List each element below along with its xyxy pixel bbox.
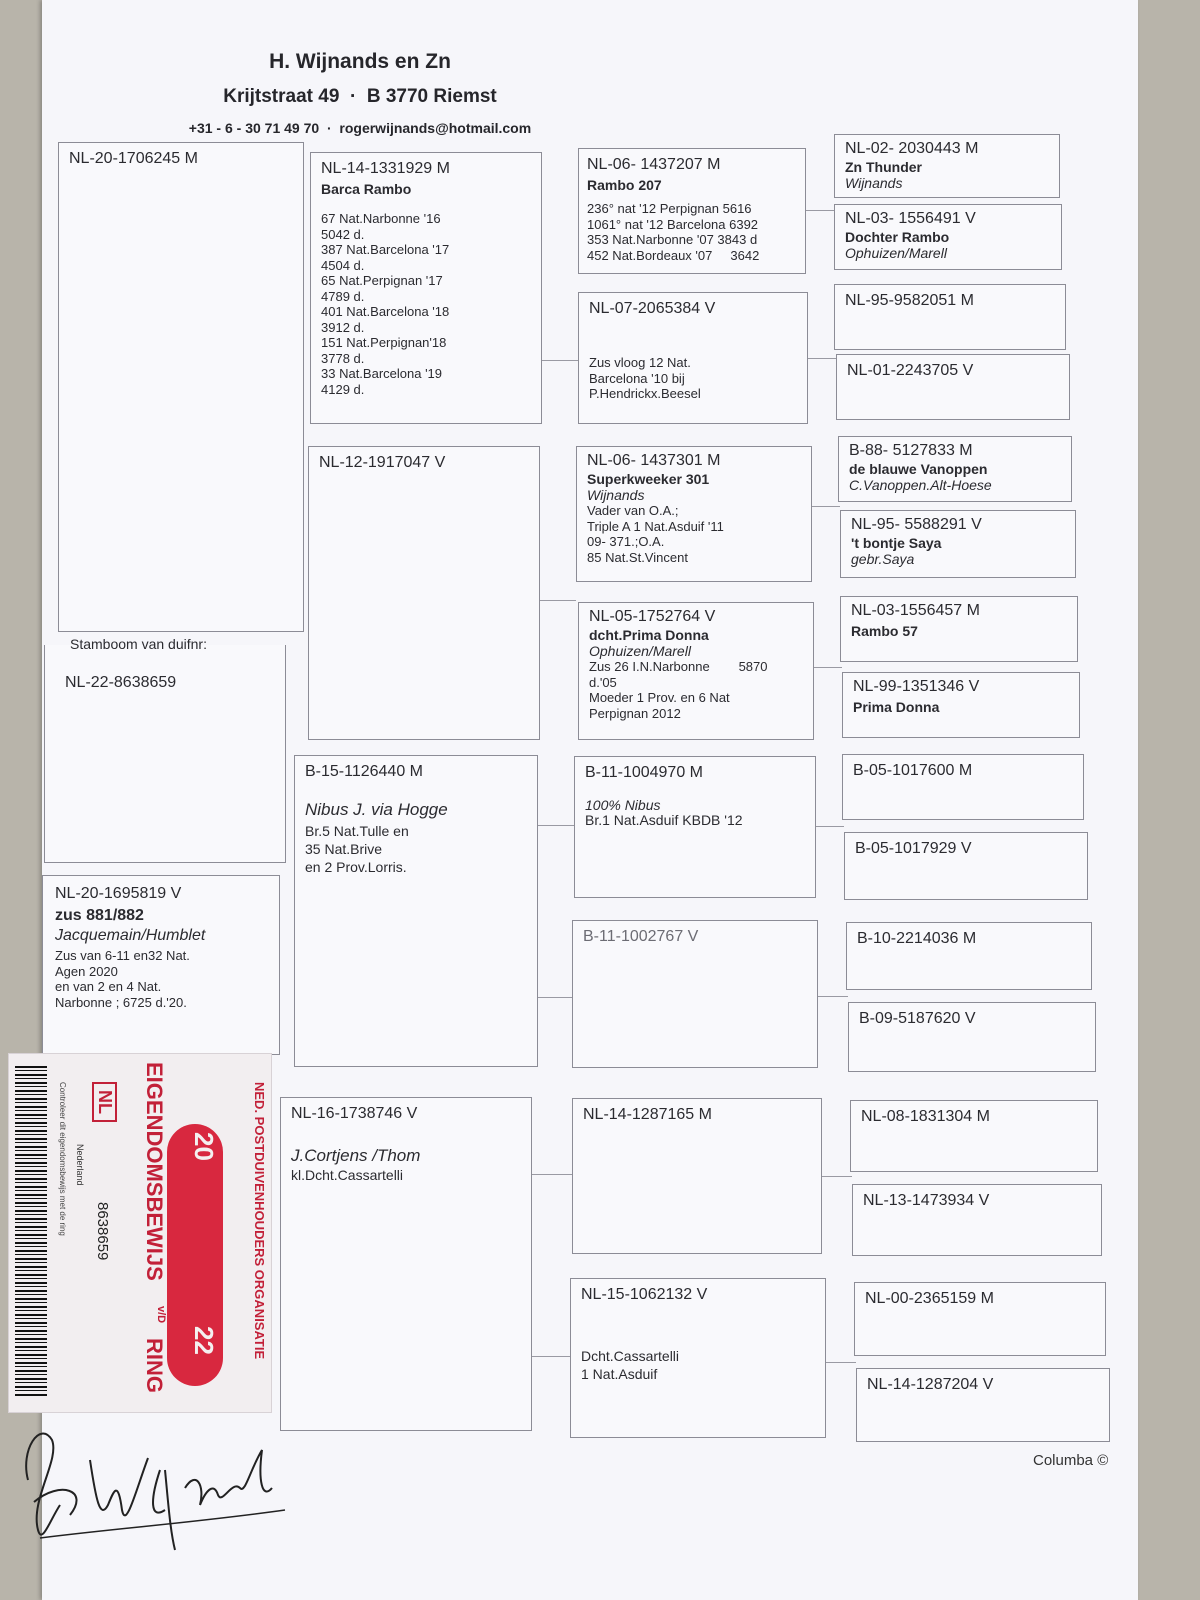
gen3-box	[572, 920, 818, 1068]
gen4-box	[844, 832, 1088, 900]
dam-ring: NL-20-1695819 V	[55, 885, 182, 902]
gen4-ring: NL-08-1831304 M	[861, 1108, 990, 1125]
dam-info-line: Agen 2020	[55, 963, 118, 979]
dam-box	[42, 875, 280, 1055]
gen4-name: Zn Thunder	[845, 159, 922, 175]
gen4-box	[848, 1002, 1096, 1072]
gen3-box	[570, 1278, 826, 1438]
gen3-info-line: 1 Nat.Asduif	[581, 1366, 658, 1382]
connector-line	[808, 358, 836, 359]
gen3-info-line: Br.1 Nat.Asduif KBDB '12	[585, 812, 743, 828]
gen2-info-line: 35 Nat.Brive	[305, 841, 383, 857]
gen3-name: Rambo 207	[587, 177, 662, 193]
gen2-info-line: 151 Nat.Perpignan'18	[321, 335, 447, 350]
gen4-box	[834, 134, 1060, 198]
gen4-name: de blauwe Vanoppen	[849, 461, 988, 477]
gen3-info-line: 85 Nat.St.Vincent	[587, 549, 688, 565]
gen4-ring: NL-01-2243705 V	[847, 362, 974, 379]
connector-line	[812, 506, 840, 507]
gen4-ring: B-05-1017600 M	[853, 762, 973, 779]
gen4-box	[836, 354, 1070, 420]
connector-line	[538, 825, 574, 826]
gen4-name: Prima Donna	[853, 699, 940, 715]
gen3-info-line: Zus vloog 12 Nat.	[589, 355, 691, 370]
connector-line	[806, 210, 834, 211]
gen2-ring: NL-12-1917047 V	[319, 454, 446, 471]
gen2-box	[280, 1097, 532, 1431]
gen4-box	[850, 1100, 1098, 1172]
gen3-box	[572, 1098, 822, 1254]
pedigree-ring: NL-22-8638659	[65, 674, 177, 691]
dam-info-line: Zus van 6-11 en32 Nat.	[55, 948, 190, 963]
gen4-ring: B-05-1017929 V	[855, 840, 972, 857]
gen4-box	[842, 672, 1080, 738]
gen4-ring: B-88- 5127833 M	[849, 442, 973, 459]
connector-line	[538, 997, 572, 998]
dam-info-line: en van 2 en 4 Nat.	[55, 979, 162, 994]
gen3-info-line: d.'05	[589, 674, 617, 690]
gen3-info-line: 236° nat '12 Perpignan 5616	[587, 201, 752, 216]
dam-info-line: Narbonne ; 6725 d.'20.	[55, 994, 187, 1010]
connector-line	[822, 1176, 852, 1177]
gen4-box	[840, 510, 1076, 578]
gen4-ring: NL-95- 5588291 V	[851, 516, 982, 533]
gen3-info-line: Moeder 1 Prov. en 6 Nat	[589, 690, 730, 705]
signature	[0, 1410, 300, 1560]
gen3-info-line: Vader van O.A.;	[587, 503, 679, 518]
gen2-info-line: 67 Nat.Narbonne '16	[321, 211, 441, 226]
gen2-info-line: 3912 d.	[321, 319, 365, 335]
ownership-card	[8, 1053, 272, 1413]
card-org: NED. POSTDUIVENHOUDERS ORGANISATIE	[252, 1082, 267, 1360]
gen2-box	[308, 446, 540, 740]
dam-breeder: Jacquemain/Humblet	[55, 927, 206, 944]
gen4-box	[854, 1282, 1106, 1356]
gen4-ring: NL-00-2365159 M	[865, 1290, 994, 1307]
card-check-text: Controleer dit eigendomsbewijs met de ring	[58, 1082, 67, 1236]
connector-line	[818, 996, 848, 997]
gen4-box	[852, 1184, 1102, 1256]
gen4-name: 't bontje Saya	[851, 535, 942, 551]
gen3-box	[574, 756, 816, 898]
gen4-ring: NL-99-1351346 V	[853, 678, 980, 695]
gen4-name: Dochter Rambo	[845, 229, 950, 245]
subject-box	[58, 142, 304, 632]
owner-address: Krijtstraat 49 · B 3770 Riemst	[223, 86, 497, 107]
connector-line	[540, 600, 576, 601]
owner-name: H. Wijnands en Zn	[269, 50, 451, 73]
gen4-ring: NL-03-1556457 M	[851, 602, 980, 619]
card-number: 8638659	[94, 1202, 111, 1261]
gen3-info-line: Zus 26 I.N.Narbonne 5870	[589, 659, 768, 674]
card-ring-word: RING	[142, 1338, 167, 1393]
connector-line	[814, 667, 842, 668]
gen4-box	[840, 596, 1078, 662]
gen2-info-line: 33 Nat.Barcelona '19	[321, 366, 443, 381]
gen4-ring: NL-02- 2030443 M	[845, 140, 979, 157]
gen3-box	[578, 148, 806, 274]
gen3-box	[578, 602, 814, 740]
gen4-box	[842, 754, 1084, 820]
gen3-info-line: Perpignan 2012	[589, 705, 681, 721]
subject-ring: NL-20-1706245 M	[69, 150, 198, 167]
gen2-info-line: 387 Nat.Barcelona '17	[321, 242, 450, 257]
card-year-a: 20	[189, 1132, 219, 1161]
pedigree-label: Stamboom van duifnr:	[70, 636, 207, 652]
gen2-breeder: Nibus J. via Hogge	[305, 800, 448, 819]
gen4-box	[856, 1368, 1110, 1442]
gen2-box	[294, 755, 538, 1067]
barcode	[15, 1066, 47, 1396]
gen3-breeder: Ophuizen/Marell	[589, 643, 691, 659]
gen4-box	[834, 204, 1062, 270]
gen2-box	[310, 152, 542, 424]
gen4-box	[834, 284, 1066, 350]
gen2-info-line: 4504 d.	[321, 257, 365, 273]
gen3-ring: NL-05-1752764 V	[589, 608, 716, 625]
gen4-ring: NL-14-1287204 V	[867, 1376, 994, 1393]
gen2-name: Barca Rambo	[321, 181, 412, 197]
gen3-ring: B-11-1004970 M	[585, 764, 703, 781]
gen2-info-line: Br.5 Nat.Tulle en	[305, 823, 409, 839]
dam-name: zus 881/882	[55, 907, 144, 924]
connector-line	[532, 1356, 570, 1357]
gen2-breeder: J.Cortjens /Thom	[291, 1146, 421, 1165]
gen4-ring: NL-03- 1556491 V	[845, 210, 976, 227]
gen2-ring: B-15-1126440 M	[305, 763, 423, 780]
gen3-info-line: P.Hendrickx.Beesel	[589, 386, 701, 401]
card-title: EIGENDOMSBEWIJS	[142, 1062, 167, 1281]
gen3-ring: NL-07-2065384 V	[589, 300, 716, 317]
gen2-ring: NL-16-1738746 V	[291, 1105, 418, 1122]
gen3-ring: B-11-1002767 V	[583, 928, 699, 945]
gen3-breeder: Wijnands	[587, 487, 645, 503]
gen2-info-line: 65 Nat.Perpignan '17	[321, 273, 443, 288]
gen3-info-line: Dcht.Cassartelli	[581, 1348, 680, 1364]
card-year-b: 22	[189, 1326, 219, 1355]
gen4-breeder: C.Vanoppen.Alt-Hoese	[849, 477, 992, 493]
card-nederland: Nederland	[75, 1144, 85, 1186]
gen3-name: dcht.Prima Donna	[589, 627, 709, 643]
gen2-info-line: kl.Dcht.Cassartelli	[291, 1167, 404, 1183]
gen2-ring: NL-14-1331929 M	[321, 160, 450, 177]
gen3-info-line: Triple A 1 Nat.Asduif '11	[587, 518, 724, 534]
gen3-ring: NL-06- 1437207 M	[587, 156, 721, 173]
gen3-ring: NL-14-1287165 M	[583, 1106, 712, 1123]
gen2-info-line: 4789 d.	[321, 288, 365, 304]
gen3-info-line: 353 Nat.Narbonne '07 3843 d	[587, 232, 758, 247]
gen4-name: Rambo 57	[851, 623, 918, 639]
gen2-info-line: en 2 Prov.Lorris.	[305, 859, 407, 875]
gen3-info-line: 1061° nat '12 Barcelona 6392	[587, 216, 759, 232]
connector-line	[826, 1362, 856, 1363]
gen3-name: Superkweeker 301	[587, 471, 710, 487]
card-vd: v/D	[155, 1306, 167, 1324]
owner-contact: +31 - 6 - 30 71 49 70 · rogerwijnands@hotmail.com	[188, 120, 532, 136]
gen3-box	[576, 446, 812, 582]
gen3-box	[578, 292, 808, 424]
connector-line	[542, 360, 578, 361]
gen4-breeder: Ophuizen/Marell	[845, 245, 947, 261]
gen2-info-line: 4129 d.	[321, 381, 365, 397]
gen3-ring: NL-15-1062132 V	[581, 1286, 708, 1303]
footer-brand: Columba ©	[1033, 1452, 1109, 1469]
gen3-breeder: 100% Nibus	[585, 797, 661, 813]
connector-line	[816, 826, 844, 827]
gen4-box	[838, 436, 1072, 502]
gen4-ring: B-09-5187620 V	[859, 1010, 976, 1027]
gen4-ring: B-10-2214036 M	[857, 930, 977, 947]
gen3-info-line: Barcelona '10 bij	[589, 370, 685, 386]
gen2-info-line: 401 Nat.Barcelona '18	[321, 304, 450, 319]
gen2-info-line: 5042 d.	[321, 226, 365, 242]
gen4-box	[846, 922, 1092, 990]
gen4-ring: NL-13-1473934 V	[863, 1192, 990, 1209]
gen4-breeder: gebr.Saya	[851, 551, 915, 567]
gen3-info-line: 09- 371.;O.A.	[587, 534, 665, 549]
gen3-info-line: 452 Nat.Bordeaux '07 3642	[587, 247, 760, 263]
card-country: NL	[92, 1082, 117, 1122]
gen3-ring: NL-06- 1437301 M	[587, 452, 721, 469]
gen2-info-line: 3778 d.	[321, 350, 365, 366]
gen4-ring: NL-95-9582051 M	[845, 292, 974, 309]
gen4-breeder: Wijnands	[845, 175, 903, 191]
connector-line	[532, 1174, 572, 1175]
